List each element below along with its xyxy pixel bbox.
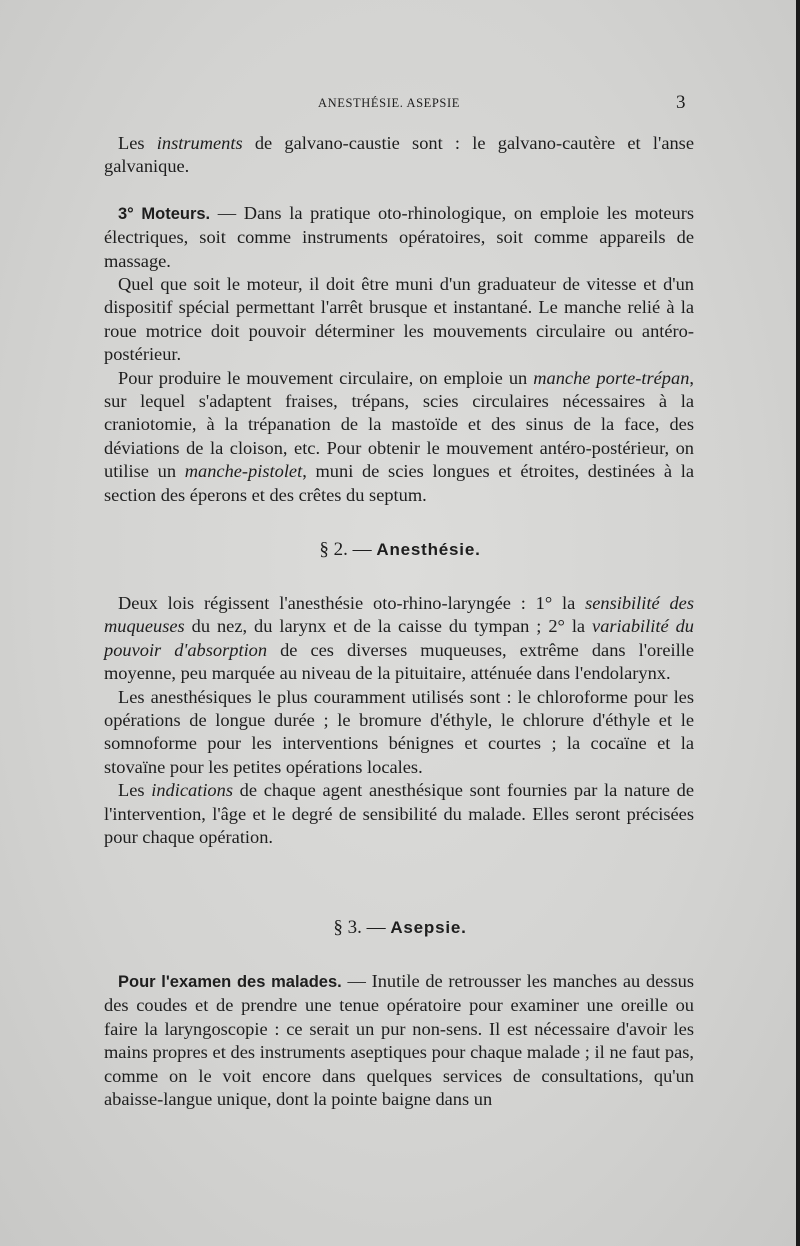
paragraph-indications: Les indications de chaque agent anesthésique sont fournies par la nature de l'intervention, l'âge et le degré de sensibilité du malade. Elles seront précisées pour chaque opération. <box>104 780 695 848</box>
paragraph-moteurs: 3° Moteurs. — Dans la pratique oto-rhinologique, on emploie les moteurs électriques, soit comme instruments opératoires, soit comme appareils de massage. <box>104 202 695 271</box>
text-block-instruments-moteurs <box>104 132 694 507</box>
paragraph-deux-lois: Deux lois régissent l'anesthésie oto-rhino-laryngée : 1° la sensibilité des muqueuses du nez, du larynx et de la caisse du tympan ; 2° la variabilité du pouvoir d'absorption de ces diverses muqueuses, extrême dans l'oreille moyenne, peu marquée au niveau de la pituitaire, atténuée dans l'endolarynx. <box>104 593 694 684</box>
paragraph-examen-malades: Pour l'examen des malades. — Inutile de retrousser les manches au dessus des coudes et de prendre une tenue opératoire pour examiner une oreille ou faire la laryngoscopie : ce serait un pur non-sens. Il est nécessaire d'avoir les mains propres et des instruments aseptiques pour chaque malade ; il ne faut pas, comme on le voit encore dans quelques services de consultations, qu'un abaisse-langue unique, dont la pointe baigne dans un <box>104 971 694 1110</box>
paragraph-anesthesiques: Les anesthésiques le plus couramment utilisés sont : le chloroforme pour les opérations de longue durée ; le bromure d'éthyle, le chlorure d'éthyle et le somnoforme pour les interventions bénignes et courtes ; la cocaïne et la stovaïne pour les petites opérations locales. <box>104 686 694 777</box>
subheading-examen: Pour l'examen des malades. <box>118 973 342 991</box>
section-title-asepsie: § 3. — Asepsie. <box>333 917 467 938</box>
running-head: ANESTHÉSIE. ASEPSIE <box>318 96 460 110</box>
paragraph-mouvement: Pour produire le mouvement circulaire, on emploie un manche porte-trépan, sur lequel s'adaptent fraises, trépans, scies circulaires nécessaires à la craniotomie, à la trépanation de la mastoïde et des sinus de la face, des déviations de la cloison, etc. Pour obtenir le mouvement antéro-postérieur, on utilise un manche-pistolet, muni de scies longues et étroites, destinées à la section des éperons et des crêtes du septum. <box>104 367 695 505</box>
section-title-anesthesie: § 2. — Anesthésie. <box>319 539 481 560</box>
page-number: 3 <box>676 92 686 113</box>
paragraph-galvano-caustie: Les instruments de galvano-caustie sont : le galvano-cautère et l'anse galvanique. <box>104 133 694 177</box>
scan-edge <box>796 0 800 1246</box>
paragraph-graduateur: Quel que soit le moteur, il doit être muni d'un graduateur de vitesse et d'un dispositif spécial permettant l'arrêt brusque et instantané. Le manche relié à la roue motrice doit pouvoir déterminer les mouvements circulaire ou antéro-postérieur. <box>104 274 694 365</box>
text-block-asepsie <box>104 970 694 1111</box>
text-block-anesthesie <box>104 592 694 849</box>
subheading-moteurs: 3° Moteurs. <box>118 204 211 223</box>
